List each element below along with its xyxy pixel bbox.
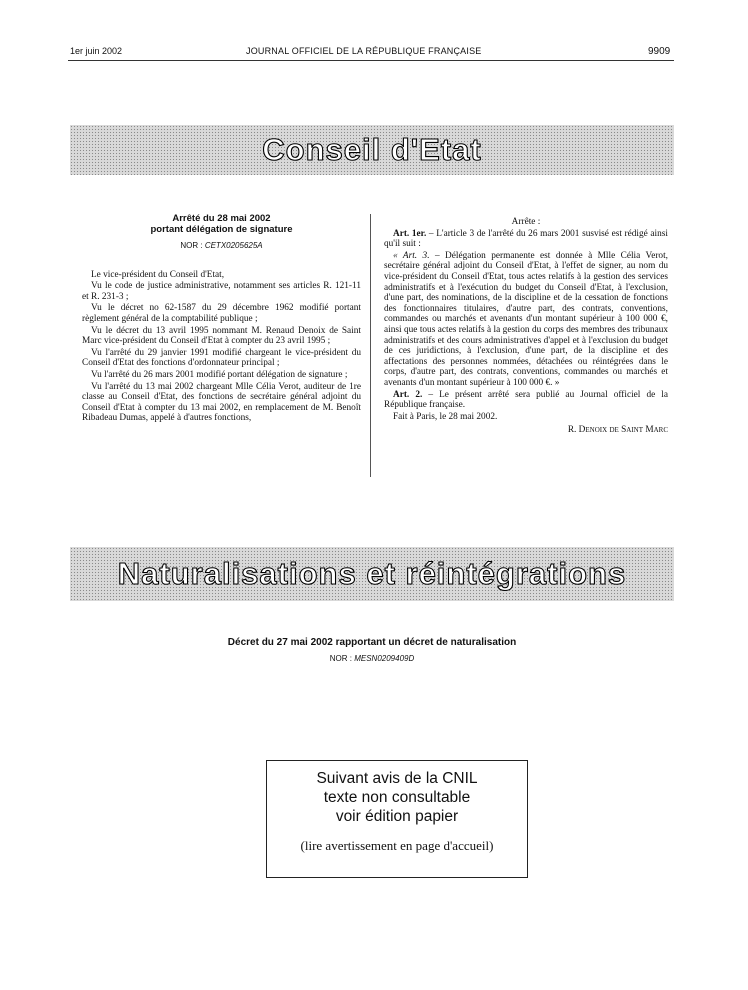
article-1-text: – L'article 3 de l'arrêté du 26 mars 2001 susvisé est rédigé ainsi qu'il suit : (384, 228, 668, 250)
article-1-label: Art. 1er. (393, 228, 427, 239)
paragraph: Vu l'arrêté du 26 mars 2001 modifié portant délégation de signature ; (91, 369, 348, 380)
section-banner-title: Conseil d'Etat (262, 132, 482, 167)
nor-label: NOR : (180, 241, 203, 250)
article-2 (384, 390, 668, 411)
notice-line: Suivant avis de la CNIL (316, 770, 478, 787)
article-3-text: – Délégation permanente est donnée à Mlle Célia Verot, secrétaire général adjoint du Conseil d'Etat, à l'effet de signer, au nom du vice-président du Conseil d'Etat, tous actes relatifs à la gestion des services administratifs et à l'exécution du budget du Conseil d'Etat, à l'exclusion, d'une part, des nominations, de la discipline et de la cessation de fonctions des fonctionnaires titulaires, d'autre part, des contrats, conventions, commandes ou marchés et avenants d'un montant supérieur à 100 000 €, ainsi que tous actes relatifs à la gestion du corps des membres des tribunaux administratifs et des cours administratives d'appel et à l'exclusion du budget de ces juridictions, à l'exclusion, d'une part, de la discipline et des affectations des personnes nommées, détachées ou réintégrées dans le corps, d'autre part, des contrats, conventions, commandes ou marchés et avenants d'un montant supérieur à 100 000 €. » (384, 250, 668, 388)
decree-title: Décret du 27 mai 2002 rapportant un décret de naturalisation (227, 637, 517, 648)
paragraph: Vu le décret no 62-1587 du 29 décembre 1962 modifié portant règlement général de la comptabilité publique ; (82, 303, 361, 324)
article-1 (384, 229, 668, 250)
paragraph: Vu le code de justice administrative, notamment ses articles R. 121-11 et R. 231-3 ; (82, 281, 361, 302)
section-banner-naturalisations (70, 547, 674, 601)
done-at: Fait à Paris, le 28 mai 2002. (393, 411, 498, 422)
journal-title: JOURNAL OFFICIEL DE LA RÉPUBLIQUE FRANÇAISE (246, 46, 482, 56)
article-3-label: « Art. 3. (393, 250, 430, 261)
signature: R. Denoix de Saint Marc (567, 425, 668, 436)
section-banner-title: Naturalisations et réintégrations (117, 556, 627, 591)
column-divider (370, 214, 371, 477)
left-column (82, 213, 361, 425)
arrete-title-line1: Arrêté du 28 mai 2002 (172, 213, 271, 224)
right-column (384, 217, 668, 436)
header-rule (68, 60, 674, 61)
cnil-notice-box (266, 760, 528, 878)
article-2-label: Art. 2. (393, 389, 423, 400)
article-3-quoted (384, 251, 668, 389)
arrete-keyword: Arrête : (511, 217, 541, 227)
issue-date: 1er juin 2002 (70, 46, 123, 56)
nor-reference (130, 654, 614, 663)
nor-code: MESN0209409D (354, 654, 415, 663)
notice-line: voir édition papier (335, 808, 459, 825)
page-number: 9909 (648, 46, 671, 57)
nor-reference (82, 241, 361, 252)
paragraph: Vu l'arrêté du 13 mai 2002 chargeant Mlle Célia Verot, auditeur de 1re classe au Conseil d'Etat, des fonctions de secrétaire général adjoint du Conseil d'Etat à compter du 13 mai 2002, en remplacement de M. Benoît Ribadeau Dumas, appelé à d'autres fonctions, (82, 381, 361, 424)
arrete-title-line2: portant délégation de signature (150, 224, 293, 235)
nor-label: NOR : (329, 654, 352, 663)
section-banner-conseil-etat (70, 125, 674, 175)
article-2-text: – Le présent arrêté sera publié au Journal officiel de la République française. (384, 389, 669, 411)
notice-line: (lire avertissement en page d'accueil) (300, 838, 494, 853)
paragraph: Vu l'arrêté du 29 janvier 1991 modifié chargeant le vice-président du Conseil d'Etat des fonctions d'ordonnateur principal ; (82, 347, 361, 369)
paragraph: Vu le décret du 13 avril 1995 nommant M. Renaud Denoix de Saint Marc vice-président du Conseil d'Etat à compter du 23 avril 1995 ; (82, 325, 361, 347)
notice-line: texte non consultable (323, 789, 471, 806)
paragraph: Le vice-président du Conseil d'Etat, (91, 269, 225, 280)
nor-code: CETX0205625A (204, 241, 263, 250)
